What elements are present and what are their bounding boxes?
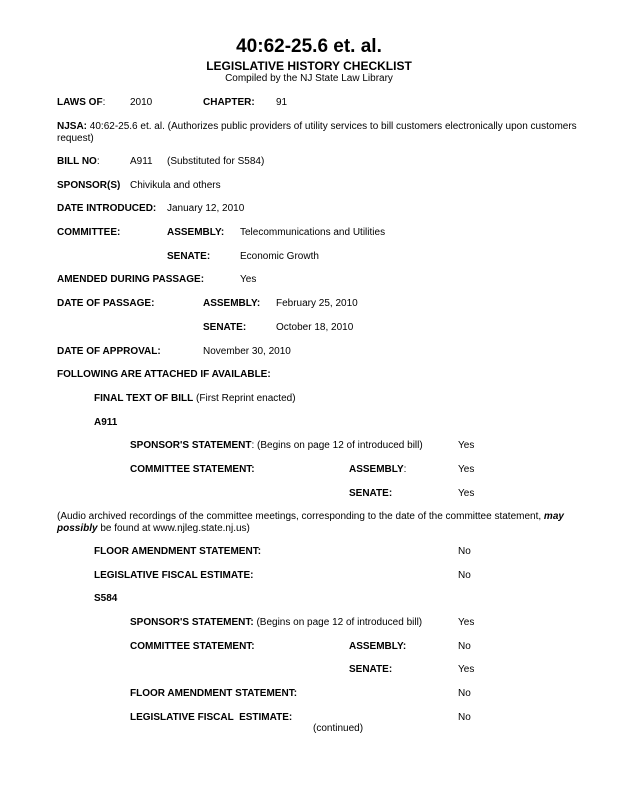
amended-label: AMENDED DURING PASSAGE: xyxy=(57,274,205,285)
laws-of-value: 2010 xyxy=(130,97,153,108)
bill-no-colon: : xyxy=(96,156,100,167)
laws-of-colon: : xyxy=(102,97,106,108)
committee-senate-label: SENATE: xyxy=(167,251,211,262)
njsa-value: 40:62-25.6 et. al. (Authorizes public providers of utility services to bill customers electronically upon customers request) xyxy=(57,121,577,144)
s584-floor-value: No xyxy=(458,688,471,699)
a911-assembly-colon: : xyxy=(403,464,407,475)
document-citation: 40:62-25.6 et. al. xyxy=(236,36,382,57)
passage-assembly-label: ASSEMBLY: xyxy=(203,298,261,309)
date-of-passage-label: DATE OF PASSAGE: xyxy=(57,298,155,309)
final-text-note: (First Reprint enacted) xyxy=(196,393,296,404)
passage-senate-label: SENATE: xyxy=(203,322,247,333)
a911-heading: A911 xyxy=(94,417,118,428)
a911-sponsor-value: Yes xyxy=(458,440,475,451)
a911-assembly-field xyxy=(349,464,406,475)
bill-no-note: (Substituted for S584) xyxy=(167,156,265,167)
s584-senate-value: Yes xyxy=(458,664,475,675)
final-text-label: FINAL TEXT OF BILL xyxy=(94,393,194,404)
njsa-field xyxy=(57,121,577,145)
s584-fiscal-value: No xyxy=(458,712,471,723)
s584-assembly-value: No xyxy=(458,641,471,652)
committee-label: COMMITTEE: xyxy=(57,227,121,238)
a911-committee-label: COMMITTEE STATEMENT: xyxy=(130,464,255,475)
s584-senate-label: SENATE: xyxy=(349,664,393,675)
a911-fiscal-label: LEGISLATIVE FISCAL ESTIMATE: xyxy=(94,570,254,581)
passage-assembly-value: February 25, 2010 xyxy=(276,298,358,309)
njsa-label: NJSA: xyxy=(57,121,88,132)
date-of-approval-value: November 30, 2010 xyxy=(203,346,291,357)
a911-fiscal-value: No xyxy=(458,570,471,581)
compiled-by: Compiled by the NJ State Law Library xyxy=(225,73,393,84)
a911-sponsor-statement xyxy=(130,440,423,451)
a911-sponsor-note: : (Begins on page 12 of introduced bill) xyxy=(251,440,423,451)
s584-sponsor-note: (Begins on page 12 of introduced bill) xyxy=(253,617,423,628)
bill-no-label: BILL NO xyxy=(57,156,97,167)
s584-sponsor-value: Yes xyxy=(458,617,475,628)
final-text-field xyxy=(94,393,296,404)
committee-senate-value: Economic Growth xyxy=(240,251,319,262)
continued-note: (continued) xyxy=(313,723,364,734)
amended-value: Yes xyxy=(240,274,257,285)
s584-assembly-label: ASSEMBLY: xyxy=(349,641,407,652)
audio-note xyxy=(57,511,605,535)
a911-assembly-value: Yes xyxy=(458,464,475,475)
bill-no-value: A911 xyxy=(130,156,153,167)
date-of-approval-label: DATE OF APPROVAL: xyxy=(57,346,161,357)
a911-assembly-label: ASSEMBLY xyxy=(349,464,404,475)
sponsors-label: SPONSOR(S) xyxy=(57,180,121,191)
s584-sponsor-label: SPONSOR'S STATEMENT: xyxy=(130,617,254,628)
bill-no-field xyxy=(57,156,100,167)
attached-heading: FOLLOWING ARE ATTACHED IF AVAILABLE: xyxy=(57,369,271,380)
audio-note-text: (Audio archived recordings of the committee meetings, corresponding to the date of the committee statement, xyxy=(57,511,544,522)
document-title: LEGISLATIVE HISTORY CHECKLIST xyxy=(206,59,412,73)
s584-heading: S584 xyxy=(94,593,118,604)
s584-floor-label: FLOOR AMENDMENT STATEMENT: xyxy=(130,688,298,699)
date-introduced-value: January 12, 2010 xyxy=(167,203,245,214)
a911-senate-value: Yes xyxy=(458,488,475,499)
audio-note-link-text: be found at www.njleg.state.nj.us) xyxy=(97,523,250,534)
s584-sponsor-statement xyxy=(130,617,422,628)
chapter-value: 91 xyxy=(276,97,288,108)
chapter-label: CHAPTER: xyxy=(203,97,255,108)
a911-sponsor-label: SPONSOR'S STATEMENT xyxy=(130,440,252,451)
s584-committee-label: COMMITTEE STATEMENT: xyxy=(130,641,255,652)
date-introduced-label: DATE INTRODUCED: xyxy=(57,203,157,214)
a911-floor-label: FLOOR AMENDMENT STATEMENT: xyxy=(94,546,262,557)
laws-of-field xyxy=(57,97,105,108)
laws-of-label: LAWS OF xyxy=(57,97,103,108)
committee-assembly-label: ASSEMBLY: xyxy=(167,227,225,238)
a911-floor-value: No xyxy=(458,546,471,557)
a911-senate-label: SENATE: xyxy=(349,488,393,499)
passage-senate-value: October 18, 2010 xyxy=(276,322,354,333)
sponsors-value: Chivikula and others xyxy=(130,180,221,191)
committee-assembly-value: Telecommunications and Utilities xyxy=(240,227,386,238)
audio-note-emphasis: may possibly xyxy=(57,511,564,534)
s584-fiscal-label: LEGISLATIVE FISCAL ESTIMATE: xyxy=(130,712,293,723)
